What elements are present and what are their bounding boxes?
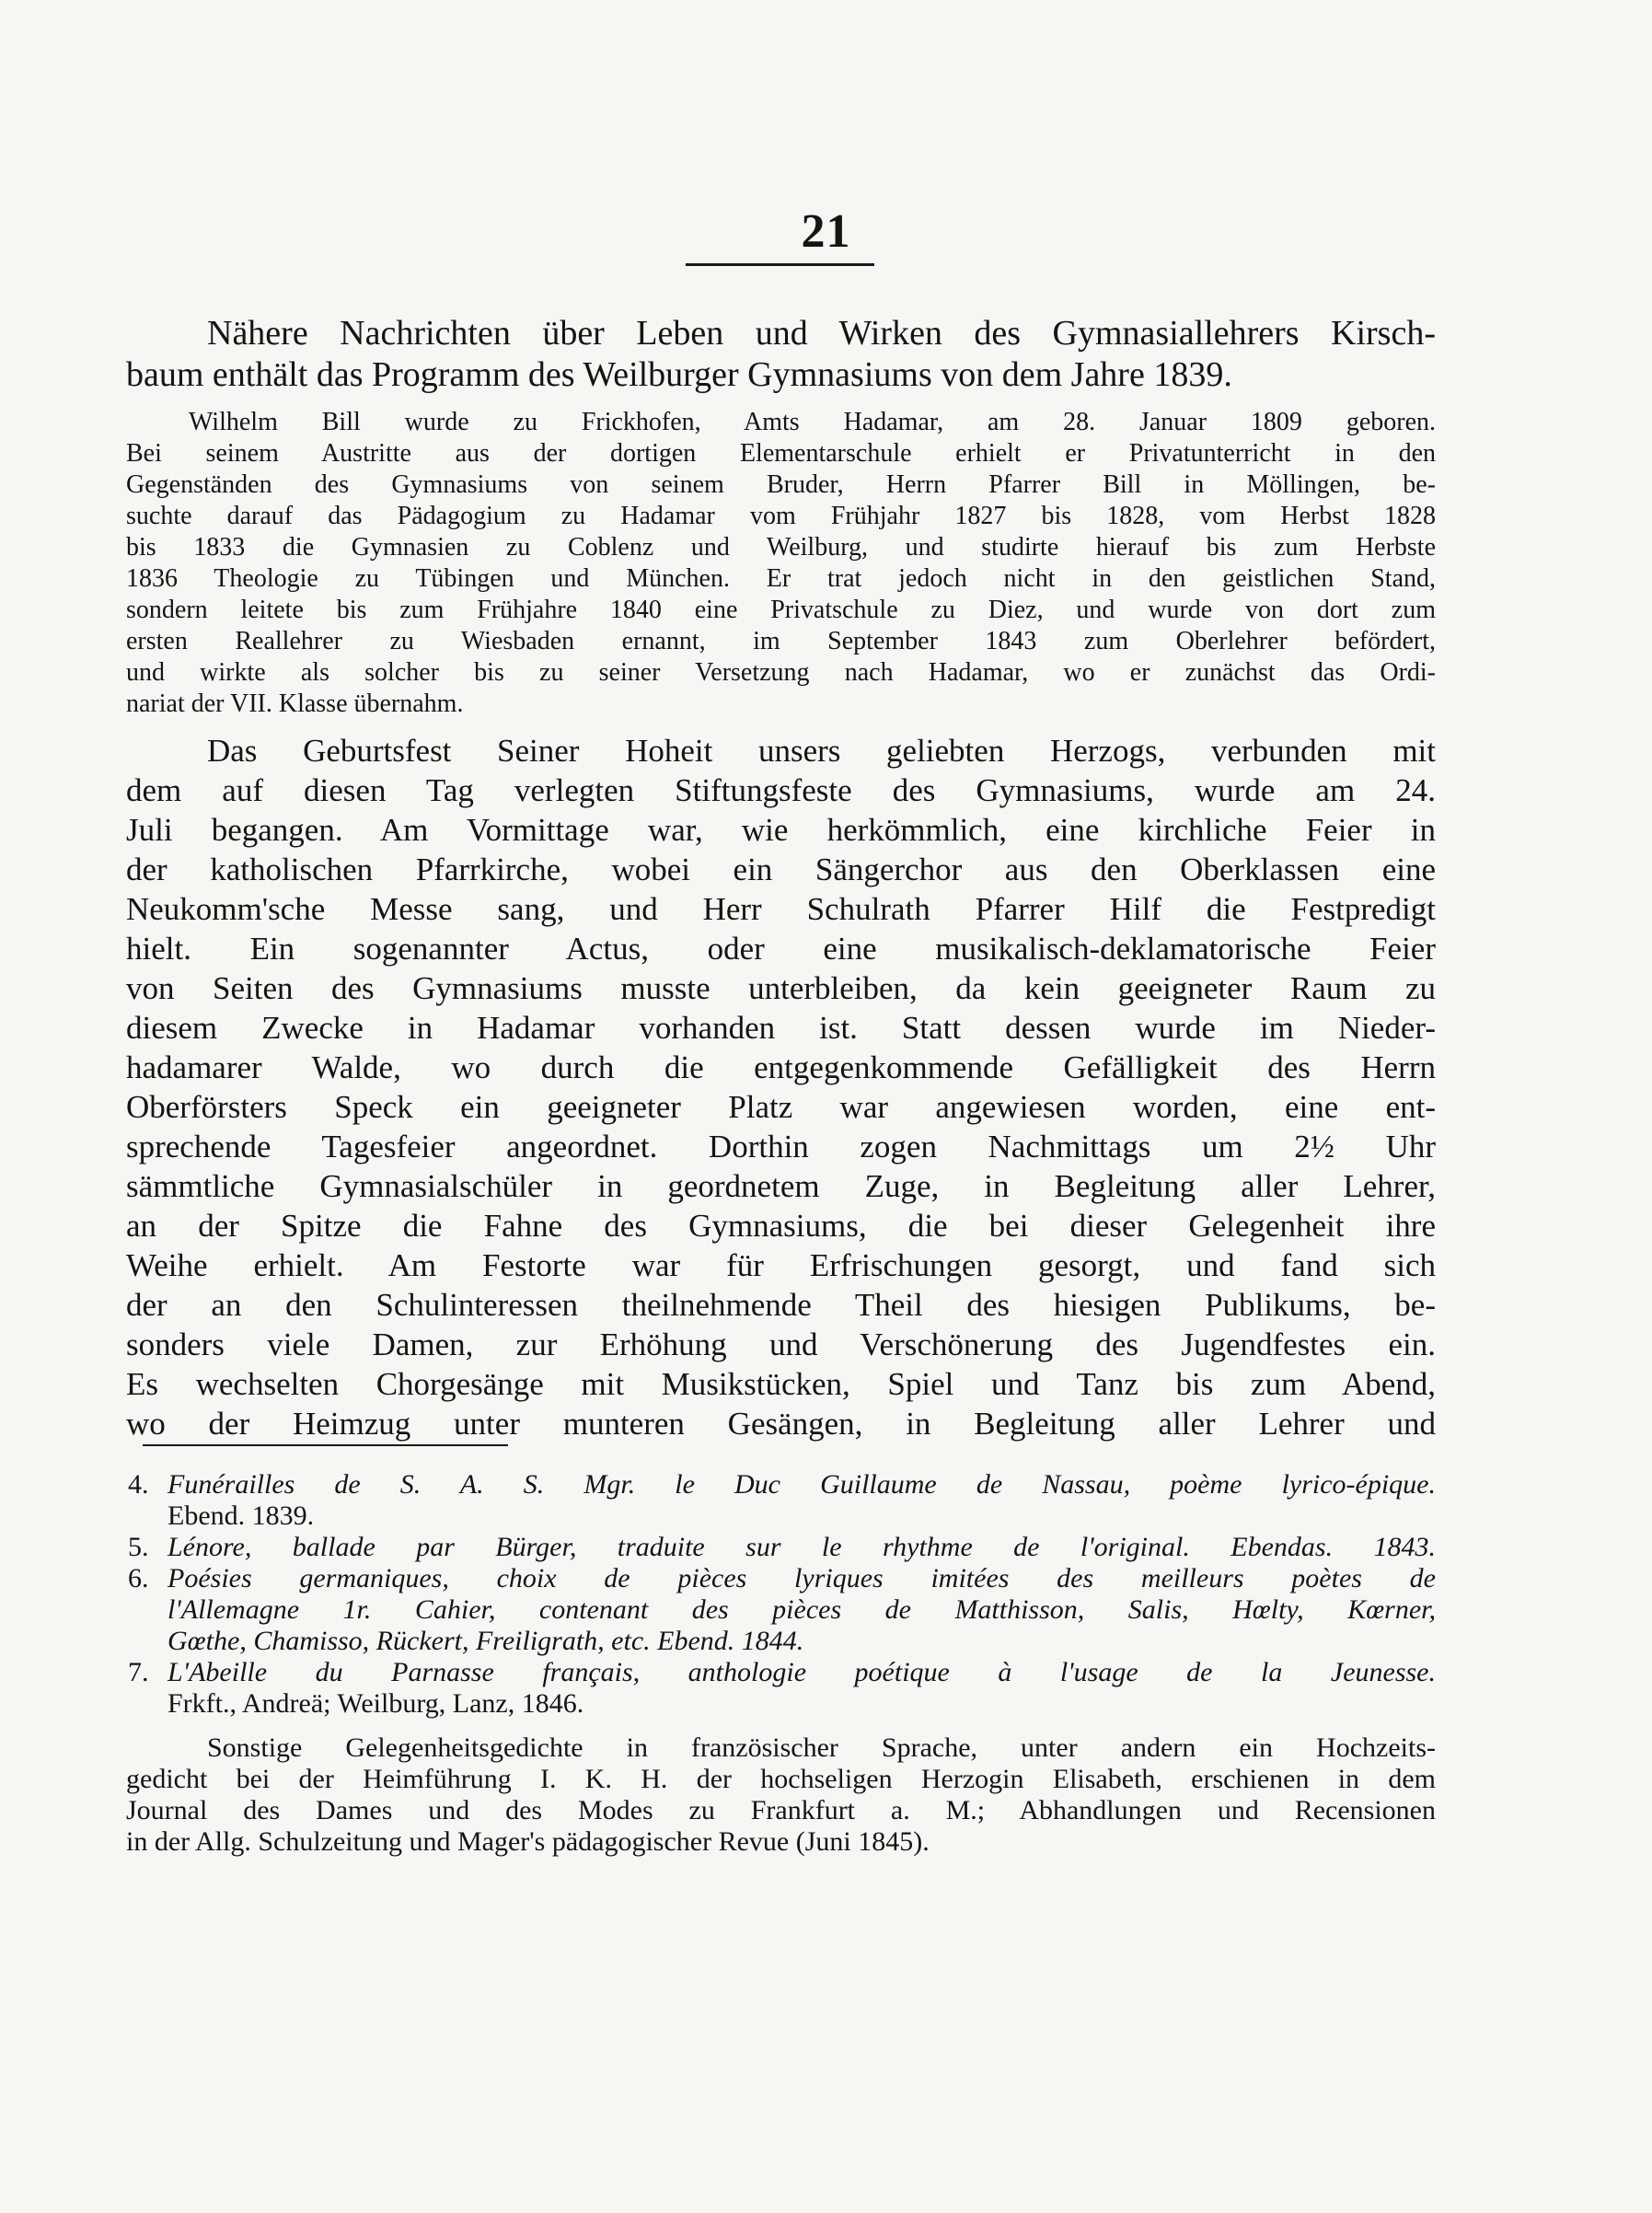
intro-line: Nähere Nachrichten über Leben und Wirken des Gymnasiallehrers Kirsch- [207, 314, 1436, 353]
footnote-line: Frkft., Andreä; Weilburg, Lanz, 1846. [168, 1688, 584, 1719]
bio-line: ersten Reallehrer zu Wiesbaden ernannt, im September 1843 zum Oberlehrer befördert, [126, 627, 1436, 655]
festival-line: sprechende Tagesfeier angeordnet. Dorthin zogen Nachmittags um 2½ Uhr [126, 1129, 1436, 1164]
festival-line: Juli begangen. Am Vormittage war, wie herkömmlich, eine kirchliche Feier in [126, 812, 1436, 848]
festival-line: dem auf diesen Tag verlegten Stiftungsfeste des Gymnasiums, wurde am 24. [126, 772, 1436, 808]
bio-line: 1836 Theologie zu Tübingen und München. Er trat jedoch nicht in den geistlichen Stand, [126, 564, 1436, 593]
closing-line: Journal des Dames und des Modes zu Frankfurt a. M.; Abhandlungen und Recensionen [126, 1795, 1436, 1825]
footnote-line: Lénore, ballade par Bürger, traduite sur le rhythme de l'original. Ebendas. 1843. [168, 1532, 1436, 1562]
footnote-line: Ebend. 1839. [168, 1500, 315, 1531]
footnote-line: Funérailles de S. A. S. Mgr. le Duc Guillaume de Nassau, poème lyrico-épique. [168, 1469, 1436, 1500]
bio-line: Wilhelm Bill wurde zu Frickhofen, Amts Hadamar, am 28. Januar 1809 geboren. [189, 408, 1436, 436]
festival-line: diesem Zwecke in Hadamar vorhanden ist. Statt dessen wurde im Nieder- [126, 1010, 1436, 1046]
bio-line: nariat der VII. Klasse übernahm. [126, 689, 464, 718]
biography-paragraph [126, 407, 1436, 720]
bio-line: sondern leitete bis zum Frühjahre 1840 eine Privatschule zu Diez, und wurde von dort zum [126, 596, 1436, 624]
festival-line: Neukomm'sche Messe sang, und Herr Schulrath Pfarrer Hilf die Festpredigt [126, 891, 1436, 927]
festival-line: Weihe erhielt. Am Festorte war für Erfrischungen gesorgt, und fand sich [126, 1247, 1436, 1283]
closing-line: Sonstige Gelegenheitsgedichte in französischer Sprache, unter andern ein Hochzeits- [207, 1732, 1436, 1763]
festival-line: wo der Heimzug unter munteren Gesängen, in Begleitung aller Lehrer und [126, 1406, 1436, 1442]
festival-line: der an den Schulinteressen theilnehmende Theil des hiesigen Publikums, be- [126, 1287, 1436, 1323]
festival-line: sämmtliche Gymnasialschüler in geordnetem Zuge, in Begleitung aller Lehrer, [126, 1168, 1436, 1204]
festival-line: Oberförsters Speck ein geeigneter Platz war angewiesen worden, eine ent- [126, 1089, 1436, 1125]
footnote-line: L'Abeille du Parnasse français, anthologie poétique à l'usage de la Jeunesse. [168, 1657, 1436, 1687]
festival-line: Es wechselten Chorgesänge mit Musikstücken, Spiel und Tanz bis zum Abend, [126, 1366, 1436, 1402]
footnote-item [128, 1657, 1436, 1720]
footnote-number: 4. [128, 1469, 149, 1500]
bio-line: suchte darauf das Pädagogium zu Hadamar vom Frühjahr 1827 bis 1828, vom Herbst 1828 [126, 502, 1436, 530]
footnote-number: 6. [128, 1563, 149, 1593]
festival-line: an der Spitze die Fahne des Gymnasiums, die bei dieser Gelegenheit ihre [126, 1208, 1436, 1244]
footnote-line: l'Allemagne 1r. Cahier, contenant des pièces de Matthisson, Salis, Hœlty, Kœrner, [168, 1594, 1436, 1625]
festival-line: von Seiten des Gymnasiums musste unterbleiben, da kein geeigneter Raum zu [126, 970, 1436, 1006]
bio-line: Gegenständen des Gymnasiums von seinem Bruder, Herrn Pfarrer Bill in Möllingen, be- [126, 470, 1436, 499]
footnote-item [128, 1563, 1436, 1657]
festival-line: Das Geburtsfest Seiner Hoheit unsers geliebten Herzogs, verbunden mit [207, 733, 1436, 769]
footnotes [128, 1469, 1436, 1720]
bio-line: Bei seinem Austritte aus der dortigen Elementarschule erhielt er Privatunterricht in den [126, 439, 1436, 468]
festival-line: sonders viele Damen, zur Erhöhung und Verschönerung des Jugendfestes ein. [126, 1327, 1436, 1362]
festival-paragraph [126, 731, 1436, 1443]
footnote-rule [143, 1444, 508, 1446]
festival-line: hielt. Ein sogenannter Actus, oder eine musikalisch-deklamatorische Feier [126, 931, 1436, 967]
header-rule [686, 263, 874, 266]
closing-paragraph [126, 1732, 1436, 1858]
festival-line: hadamarer Walde, wo durch die entgegenkommende Gefälligkeit des Herrn [126, 1049, 1436, 1085]
footnote-number: 7. [128, 1657, 149, 1687]
bio-line: bis 1833 die Gymnasien zu Coblenz und Weilburg, und studirte hierauf bis zum Herbste [126, 533, 1436, 562]
closing-line: in der Allg. Schulzeitung und Mager's pädagogischer Revue (Juni 1845). [126, 1826, 930, 1857]
closing-line: gedicht bei der Heimführung I. K. H. der hochseligen Herzogin Elisabeth, erschienen in dem [126, 1764, 1436, 1794]
footnote-line: Poésies germaniques, choix de pièces lyriques imitées des meilleurs poètes de [168, 1563, 1436, 1593]
footnote-item [128, 1532, 1436, 1563]
footnote-item [128, 1469, 1436, 1532]
footnote-line: Gœthe, Chamisso, Rückert, Freiligrath, etc. Ebend. 1844. [168, 1626, 804, 1656]
footnote-number: 5. [128, 1532, 149, 1562]
bio-line: und wirkte als solcher bis zu seiner Versetzung nach Hadamar, wo er zunächst das Ordi- [126, 658, 1436, 687]
page-number: 21 [801, 205, 851, 258]
intro-paragraph [126, 313, 1436, 396]
intro-line: baum enthält das Programm des Weilburger Gymnasiums von dem Jahre 1839. [126, 355, 1232, 394]
festival-line: der katholischen Pfarrkirche, wobei ein Sängerchor aus den Oberklassen eine [126, 852, 1436, 887]
